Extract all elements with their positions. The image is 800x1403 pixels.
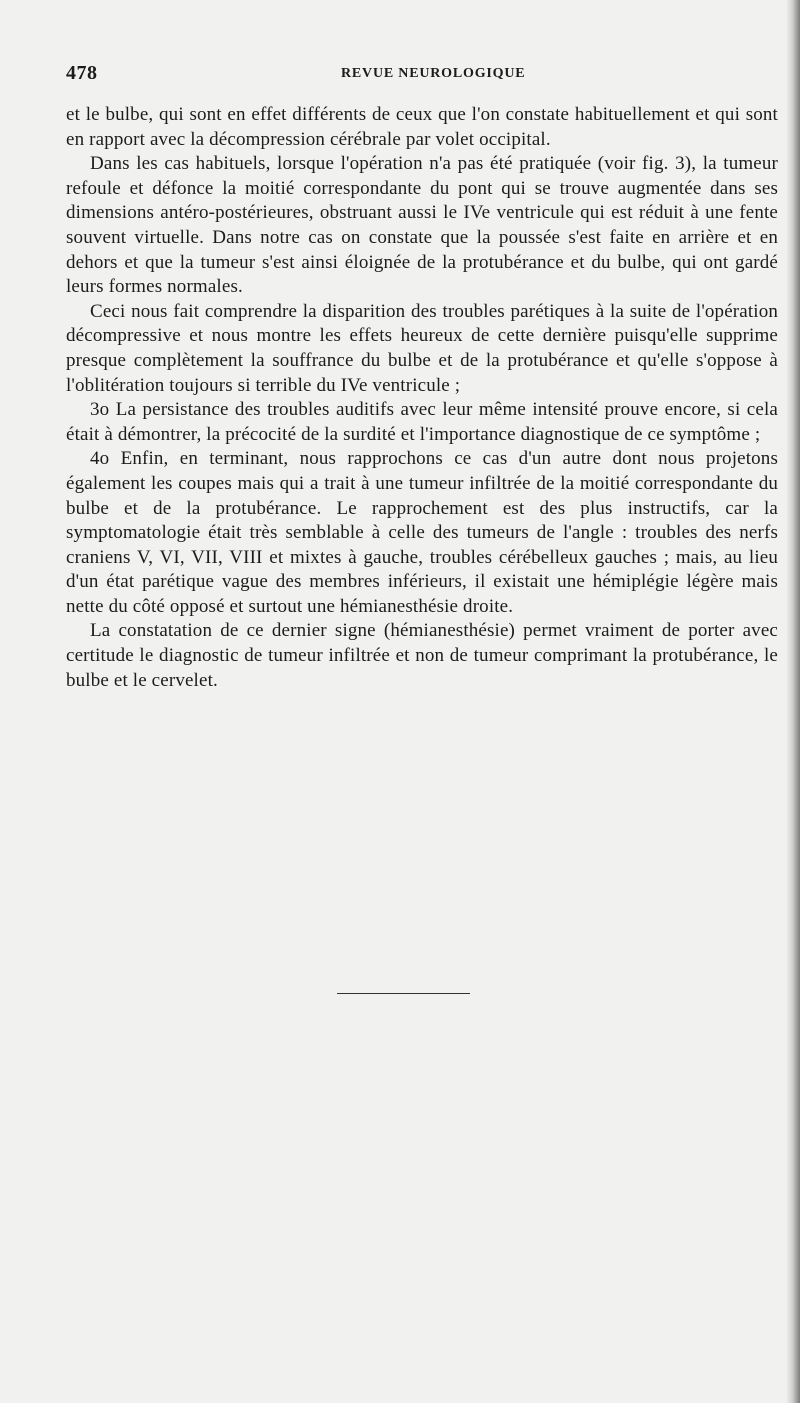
paragraph-usual-cases: Dans les cas habituels, lorsque l'opération n'a pas été pratiquée (voir fig. 3), la tumeur refoule et défonce la moitié correspondante du pont qui se trouve augmentée dans ses dimensions antéro-postérieures, obstruant aussi le IVe ventricule qui est réduit à une fente souvent virtuelle. Dans notre cas on constate que la poussée s'est faite en arrière et en dehors et que la tumeur s'est ainsi éloignée de la protubérance et du bulbe, qui ont gardé leurs formes normales. bbox=[66, 153, 778, 298]
page-number: 478 bbox=[66, 62, 98, 84]
scan-page-edge bbox=[786, 0, 800, 1403]
paragraph-paretic-troubles: Ceci nous fait comprendre la disparition des troubles parétiques à la suite de l'opération décompressive et nous montre les effets heureux de cette dernière puisqu'elle supprime presque complètement la souffrance du bulbe et de la protubérance et qu'elle s'oppose à l'oblitération toujours si terrible du IVe ventricule ; bbox=[66, 300, 778, 396]
body-text bbox=[66, 103, 778, 693]
paragraph-point-3: 3o La persistance des troubles auditifs avec leur même intensité prouve encore, si cela était à démontrer, la précocité de la surdité et l'importance diagnostique de ce symptôme ; bbox=[66, 399, 778, 445]
running-head bbox=[66, 62, 782, 90]
paragraph-conclusion: La constatation de ce dernier signe (hémianesthésie) permet vraiment de porter avec certitude le diagnostic de tumeur infiltrée et non de tumeur comprimant la protubérance, le bulbe et le cervelet. bbox=[66, 620, 778, 691]
paragraph-continued: et le bulbe, qui sont en effet différents de ceux que l'on constate habituellement et qui sont en rapport avec la décompression cérébrale par volet occipital. bbox=[66, 104, 778, 150]
section-separator-rule bbox=[337, 993, 470, 994]
journal-title: REVUE NEUROLOGIQUE bbox=[341, 66, 526, 81]
paragraph-point-4: 4o Enfin, en terminant, nous rapprochons ce cas d'un autre dont nous projetons également les coupes mais qui a trait à une tumeur infiltrée de la moitié correspondante du bulbe et de la protubérance. Le rapprochement est des plus instructifs, car la symptomatologie était très semblable à celle des tumeurs de l'angle : troubles des nerfs craniens V, VI, VII, VIII et mixtes à gauche, troubles cérébelleux gauches ; mais, au lieu d'un état parétique vague des membres inférieurs, il existait une hémiplégie légère mais nette du côté opposé et surtout une hémianesthésie droite. bbox=[66, 448, 778, 617]
